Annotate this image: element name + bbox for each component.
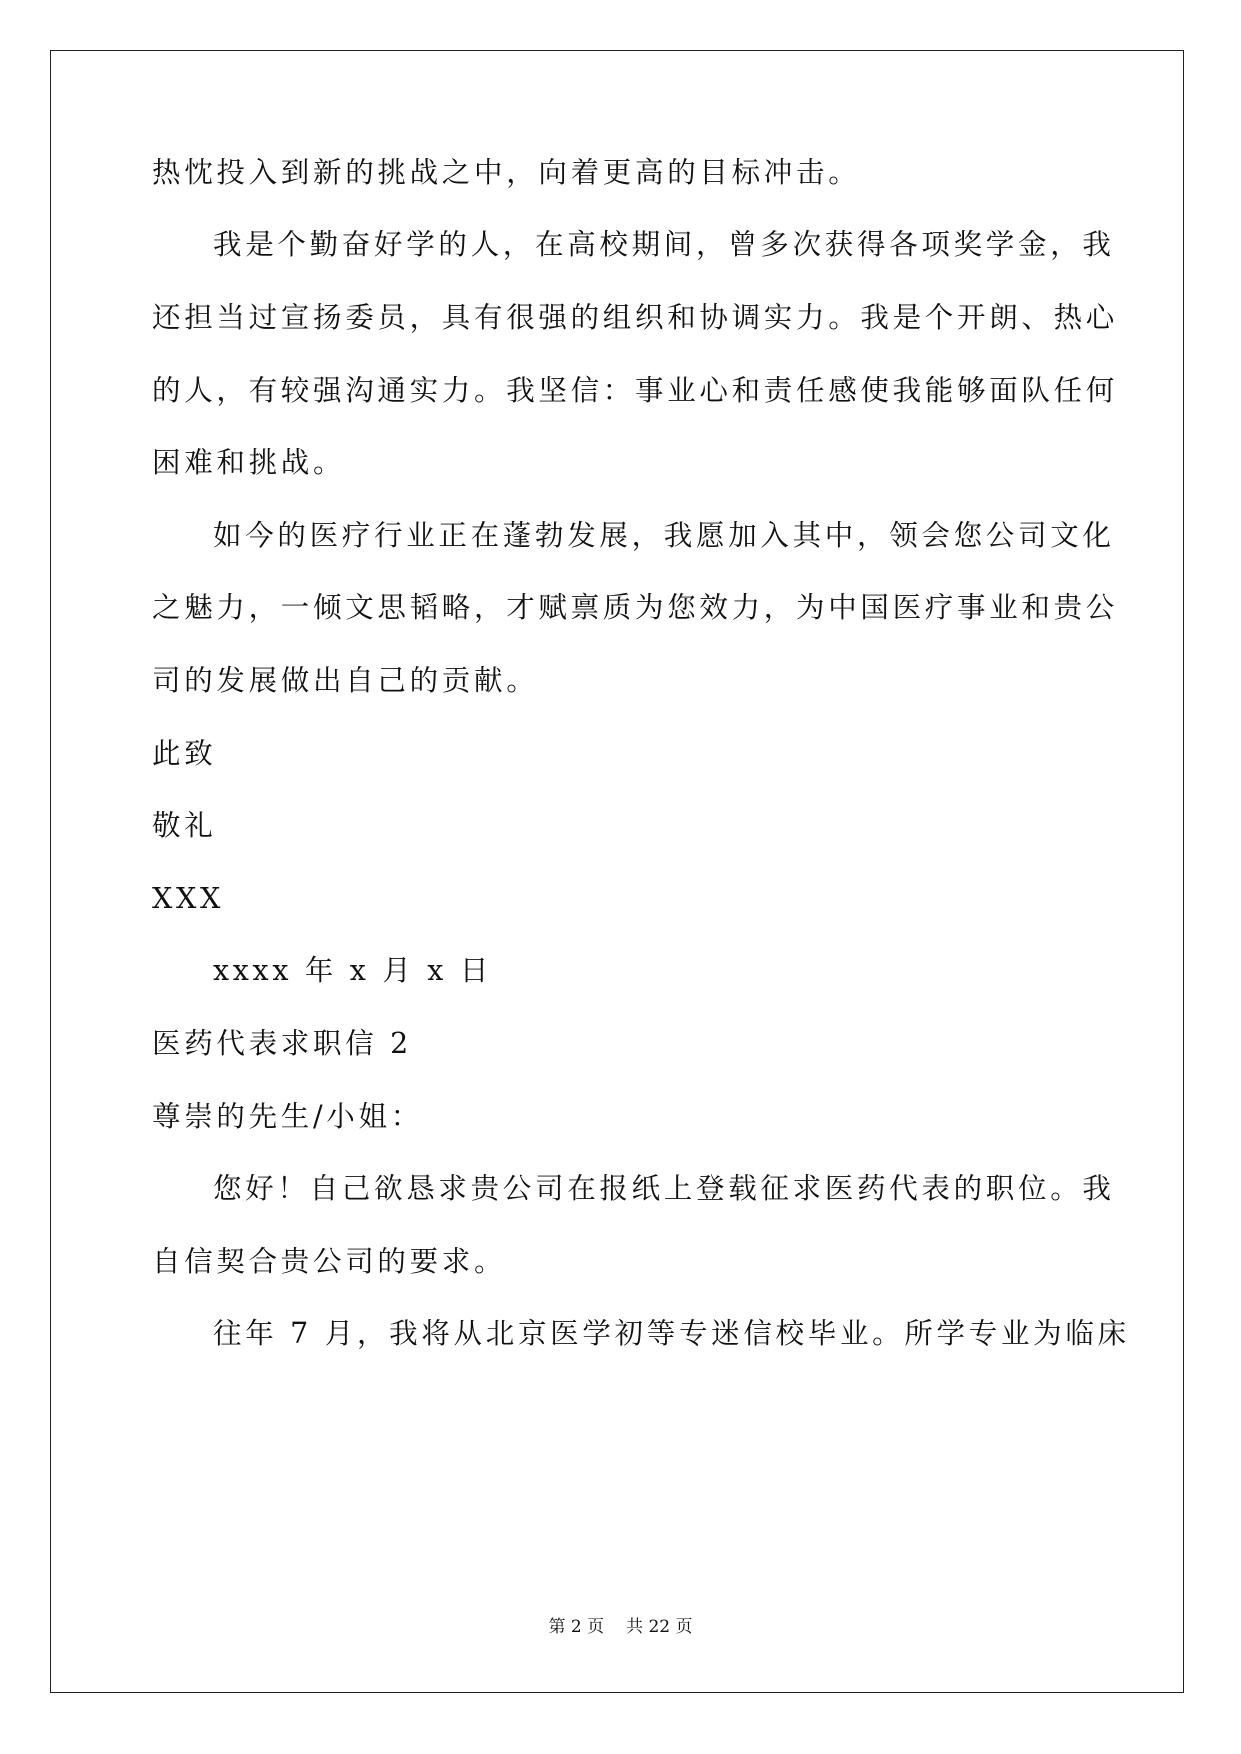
page-total: 共 22 页 <box>626 1617 693 1637</box>
paragraph-first-line: 如今的医疗行业正在蓬勃发展，我愿加入其中，领会您公司文化 <box>213 519 1115 552</box>
greeting-line: 尊崇的先生/小姐： <box>152 1100 423 1133</box>
text-line: 的人，有较强沟通实力。我坚信：事业心和责任感使我能够面队任何 <box>152 374 1119 407</box>
text-line: 还担当过宣扬委员，具有很强的组织和协调实力。我是个开朗、热心 <box>152 301 1119 334</box>
page-border <box>50 50 1184 1693</box>
text-line: 自信契合贵公司的要求。 <box>152 1245 507 1278</box>
paragraph-first-line: 往年 7 月，我将从北京医学初等专迷信校毕业。所学专业为临床 <box>213 1317 1130 1350</box>
text-line: 热忱投入到新的挑战之中，向着更高的目标冲击。 <box>152 156 861 189</box>
paragraph-first-line: 我是个勤奋好学的人，在高校期间，曾多次获得各项奖学金，我 <box>213 228 1115 261</box>
paragraph-first-line: 您好！自己欲恳求贵公司在报纸上登载征求医药代表的职位。我 <box>213 1172 1115 1205</box>
closing-line: 此致 <box>152 737 217 770</box>
section-title: 医药代表求职信 2 <box>152 1027 412 1060</box>
page-number: 第 2 页 <box>548 1617 605 1637</box>
text-line: 之魅力，一倾文思韬略，才赋禀质为您效力，为中国医疗事业和贵公 <box>152 591 1119 624</box>
signature-line: XXX <box>152 882 224 915</box>
date-line: xxxx 年 x 月 x 日 <box>213 954 493 987</box>
text-line: 困难和挑战。 <box>152 446 346 479</box>
page-footer <box>0 1617 1241 1637</box>
text-line: 司的发展做出自己的贡献。 <box>152 664 539 697</box>
salutation-line: 敬礼 <box>152 809 217 842</box>
